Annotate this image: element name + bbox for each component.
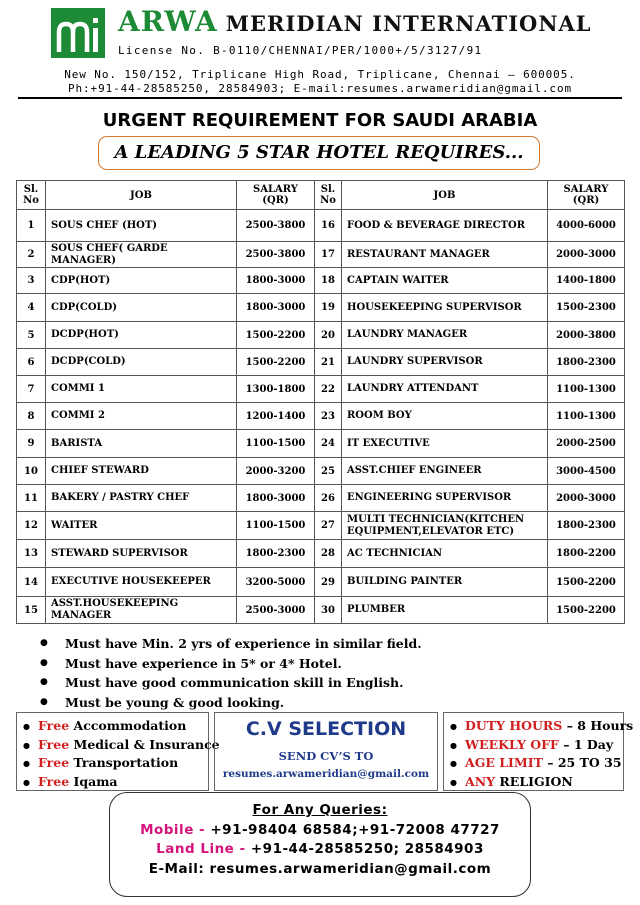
license-number: License No. B-0110/CHENNAI/PER/1000+/5/3127/91 xyxy=(118,44,483,57)
salary-range: 1100-1500 xyxy=(237,430,315,458)
page-title: URGENT REQUIREMENT FOR SAUDI ARABIA xyxy=(102,110,538,131)
landline-number: +91-44-28585250; 28584903 xyxy=(250,841,484,857)
table-row xyxy=(17,512,625,540)
row-number: 26 xyxy=(315,485,342,512)
job-title: SOUS CHEF( GARDE MANAGER) xyxy=(46,242,237,268)
job-title: LAUNDRY ATTENDANT xyxy=(342,376,548,403)
salary-range: 1500-2200 xyxy=(237,349,315,376)
job-title: LAUNDRY SUPERVISOR xyxy=(342,349,548,376)
salary-range: 1300-1800 xyxy=(237,376,315,403)
table-header-row xyxy=(17,181,625,210)
list-item: ● Must have good communication skill in English. xyxy=(40,673,422,693)
row-number: 8 xyxy=(17,403,46,430)
job-title: ENGINEERING SUPERVISOR xyxy=(342,485,548,512)
job-title: BAKERY / PASTRY CHEF xyxy=(46,485,237,512)
term-key: DUTY HOURS xyxy=(465,718,563,733)
row-number: 23 xyxy=(315,403,342,430)
row-number: 15 xyxy=(17,597,46,624)
terms-box xyxy=(443,712,634,791)
job-title: CDP(HOT) xyxy=(46,268,237,294)
list-item: ● Must have experience in 5* or 4* Hotel. xyxy=(40,654,422,674)
row-number: 22 xyxy=(315,376,342,403)
salary-range: 3000-4500 xyxy=(548,458,625,485)
salary-range: 1400-1800 xyxy=(548,268,625,294)
table-row xyxy=(17,242,625,268)
job-title: MULTI TECHNICIAN(KITCHEN EQUIPMENT,ELEVATOR ETC) xyxy=(342,512,548,540)
row-number: 17 xyxy=(315,242,342,268)
job-title: CHIEF STEWARD xyxy=(46,458,237,485)
salary-range: 3200-5000 xyxy=(237,568,315,597)
term-value: – 1 Day xyxy=(563,736,614,752)
email-label: E-Mail: xyxy=(148,860,205,877)
list-item xyxy=(450,754,623,773)
col-header-salary: SALARY (QR) xyxy=(548,181,625,210)
salary-range: 2500-3000 xyxy=(237,597,315,624)
row-number: 29 xyxy=(315,568,342,597)
job-title: FOOD & BEVERAGE DIRECTOR xyxy=(342,210,548,242)
list-item xyxy=(450,736,623,755)
list-item xyxy=(23,773,208,792)
row-number: 27 xyxy=(315,512,342,540)
row-number: 28 xyxy=(315,540,342,568)
email-line xyxy=(110,860,530,880)
cv-selection-box xyxy=(214,712,438,791)
table-row xyxy=(17,268,625,294)
list-item xyxy=(23,736,220,755)
salary-range: 1800-3000 xyxy=(237,268,315,294)
term-value: – 8 Hours xyxy=(566,718,634,733)
salary-range: 1800-2200 xyxy=(548,540,625,568)
cv-title: C.V SELECTION xyxy=(245,718,407,740)
benefit-text: Medical & Insurance xyxy=(73,736,220,752)
salary-range: 1500-2200 xyxy=(548,568,625,597)
contact-line: Ph:+91-44-28585250, 28584903; E-mail:resumes.arwameridian@gmail.com xyxy=(67,82,572,95)
salary-range: 1500-2200 xyxy=(548,597,625,624)
list-item: ● Must have Min. 2 yrs of experience in similar field. xyxy=(40,634,422,654)
term-key: ANY xyxy=(465,773,496,789)
col-header-sl: Sl. No xyxy=(315,181,342,210)
job-title: CDP(COLD) xyxy=(46,294,237,322)
job-title: HOUSEKEEPING SUPERVISOR xyxy=(342,294,548,322)
col-header-sl: Sl. No xyxy=(17,181,46,210)
term-key: AGE LIMIT xyxy=(465,755,543,770)
brand-arwa: ARWA xyxy=(118,5,218,38)
row-number: 6 xyxy=(17,349,46,376)
row-number: 12 xyxy=(17,512,46,540)
salary-range: 1500-2200 xyxy=(237,322,315,349)
row-number: 3 xyxy=(17,268,46,294)
col-header-job: JOB xyxy=(342,181,548,210)
job-title: BUILDING PAINTER xyxy=(342,568,548,597)
table-row xyxy=(17,540,625,568)
term-value: RELIGION xyxy=(495,773,573,789)
job-title: LAUNDRY MANAGER xyxy=(342,322,548,349)
benefits-box xyxy=(16,712,220,791)
salary-range: 1800-2300 xyxy=(237,540,315,568)
table-row xyxy=(17,430,625,458)
mobile-line xyxy=(110,821,530,841)
term-value: – 25 TO 35 xyxy=(547,755,622,770)
salary-range: 1800-3000 xyxy=(237,294,315,322)
row-number: 1 xyxy=(17,210,46,242)
mi-logo-icon xyxy=(51,8,105,58)
contact-email: resumes.arwameridian@gmail.com xyxy=(209,860,492,877)
job-title: AC TECHNICIAN xyxy=(342,540,548,568)
row-number: 5 xyxy=(17,322,46,349)
free-label: Free xyxy=(38,755,70,770)
job-title: WAITER xyxy=(46,512,237,540)
job-title: CAPTAIN WAITER xyxy=(342,268,548,294)
cv-email: resumes.arwameridian@gmail.com xyxy=(222,768,430,780)
salary-range: 1100-1500 xyxy=(237,512,315,540)
jobs-table xyxy=(16,180,625,624)
term-key: WEEKLY OFF xyxy=(465,736,559,752)
benefit-text: Transportation xyxy=(73,755,179,770)
salary-range: 1800-3000 xyxy=(237,485,315,512)
free-label: Free xyxy=(38,736,70,752)
landline-label: Land Line - xyxy=(156,841,246,857)
cv-send-label: SEND CV’S TO xyxy=(278,749,374,763)
row-number: 19 xyxy=(315,294,342,322)
row-number: 16 xyxy=(315,210,342,242)
free-label: Free xyxy=(38,718,70,733)
salary-range: 2000-3200 xyxy=(237,458,315,485)
job-title: COMMI 2 xyxy=(46,403,237,430)
row-number: 24 xyxy=(315,430,342,458)
job-title: ASST.CHIEF ENGINEER xyxy=(342,458,548,485)
job-title: COMMI 1 xyxy=(46,376,237,403)
job-title: EXECUTIVE HOUSEKEEPER xyxy=(46,568,237,597)
benefit-text: Iqama xyxy=(73,773,118,789)
mobile-label: Mobile - xyxy=(140,821,206,838)
row-number: 2 xyxy=(17,242,46,268)
free-label: Free xyxy=(38,773,70,789)
col-header-job: JOB xyxy=(46,181,237,210)
row-number: 21 xyxy=(315,349,342,376)
table-row xyxy=(17,349,625,376)
job-title: ASST.HOUSEKEEPING MANAGER xyxy=(46,597,237,624)
salary-range: 2500-3800 xyxy=(237,242,315,268)
job-title: DCDP(HOT) xyxy=(46,322,237,349)
company-name xyxy=(118,5,592,38)
brand-meridian: MERIDIAN INTERNATIONAL xyxy=(225,11,592,36)
salary-range: 1100-1300 xyxy=(548,376,625,403)
job-title: SOUS CHEF (HOT) xyxy=(46,210,237,242)
row-number: 13 xyxy=(17,540,46,568)
table-row xyxy=(17,376,625,403)
salary-range: 1100-1300 xyxy=(548,403,625,430)
row-number: 4 xyxy=(17,294,46,322)
job-title: BARISTA xyxy=(46,430,237,458)
table-row xyxy=(17,210,625,242)
list-item xyxy=(23,717,208,736)
list-item xyxy=(23,754,208,773)
row-number: 18 xyxy=(315,268,342,294)
row-number: 30 xyxy=(315,597,342,624)
job-title: PLUMBER xyxy=(342,597,548,624)
salary-range: 1200-1400 xyxy=(237,403,315,430)
requirements-list xyxy=(40,634,422,712)
list-item xyxy=(450,717,634,736)
table-row xyxy=(17,485,625,512)
job-title: STEWARD SUPERVISOR xyxy=(46,540,237,568)
col-header-salary: SALARY (QR) xyxy=(237,181,315,210)
table-row xyxy=(17,294,625,322)
salary-range: 4000-6000 xyxy=(548,210,625,242)
contact-box xyxy=(109,792,531,897)
table-row xyxy=(17,458,625,485)
job-title: ROOM BOY xyxy=(342,403,548,430)
salary-range: 2000-3800 xyxy=(548,322,625,349)
list-item: ● Must be young & good looking. xyxy=(40,693,422,713)
table-row xyxy=(17,597,625,624)
mobile-number: +91-98404 68584;+91-72008 47727 xyxy=(210,821,500,838)
contact-title: For Any Queries: xyxy=(252,802,388,818)
benefit-text: Accommodation xyxy=(73,718,187,733)
header-divider xyxy=(18,97,622,99)
salary-range: 1800-2300 xyxy=(548,512,625,540)
address-line: New No. 150/152, Triplicane High Road, Triplicane, Chennai – 600005. xyxy=(64,68,576,81)
row-number: 7 xyxy=(17,376,46,403)
salary-range: 2500-3800 xyxy=(237,210,315,242)
list-item xyxy=(450,773,623,792)
table-row xyxy=(17,322,625,349)
row-number: 10 xyxy=(17,458,46,485)
salary-range: 2000-3000 xyxy=(548,485,625,512)
landline-line xyxy=(110,840,530,860)
table-row xyxy=(17,568,625,597)
job-title: RESTAURANT MANAGER xyxy=(342,242,548,268)
row-number: 9 xyxy=(17,430,46,458)
salary-range: 2000-3000 xyxy=(548,242,625,268)
salary-range: 1800-2300 xyxy=(548,349,625,376)
row-number: 14 xyxy=(17,568,46,597)
table-row xyxy=(17,403,625,430)
job-title: IT EXECUTIVE xyxy=(342,430,548,458)
job-title: DCDP(COLD) xyxy=(46,349,237,376)
row-number: 25 xyxy=(315,458,342,485)
row-number: 20 xyxy=(315,322,342,349)
row-number: 11 xyxy=(17,485,46,512)
salary-range: 1500-2300 xyxy=(548,294,625,322)
salary-range: 2000-2500 xyxy=(548,430,625,458)
hotel-subtitle: A LEADING 5 STAR HOTEL REQUIRES... xyxy=(98,136,540,170)
